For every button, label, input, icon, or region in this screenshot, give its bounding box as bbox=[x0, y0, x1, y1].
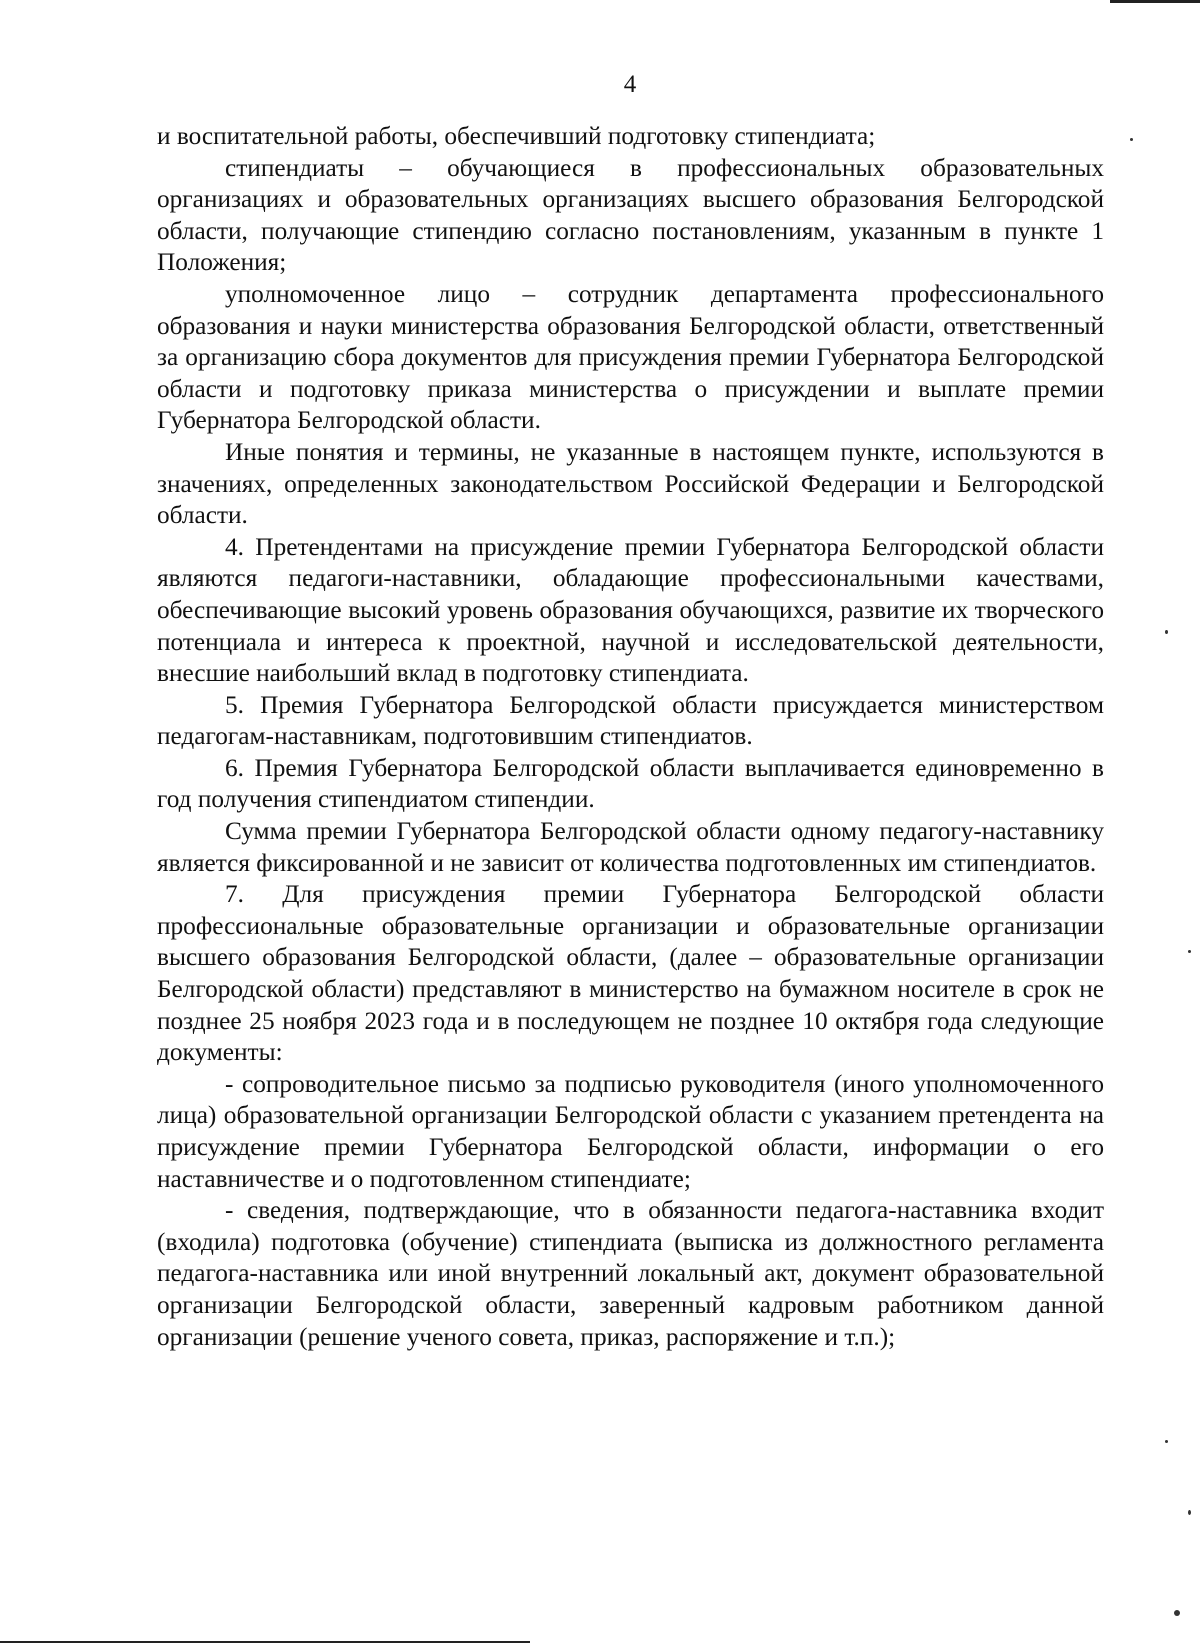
scan-speck bbox=[1174, 1610, 1180, 1616]
scan-speck bbox=[1165, 1440, 1168, 1443]
paragraph-item-4: 4. Претендентами на присуждение премии Губернатора Белгородской области являются педагоги-наставники, обладающие профессиональными качествами, обеспечивающие высокий уровень образования обучающихся, развитие их творческого потенциала и интереса к проектной, научной и исследовательской деятельности, внесшие наибольший вклад в подготовку стипендиата. bbox=[157, 532, 1104, 688]
scan-edge-mark-top bbox=[1110, 0, 1200, 3]
list-item-duties-evidence: - сведения, подтверждающие, что в обязанности педагога-наставника входит (входила) подготовка (обучение) стипендиата (выписка из должностного регламента педагога-наставника или иной внутренний локальный акт, документ образовательной организации Белгородской области, заверенный кадровым работником данной организации (решение ученого совета, приказ, распоряжение и т.п.); bbox=[157, 1196, 1104, 1351]
paragraph-definition-stipendiaty: стипендиаты – обучающиеся в профессиональных образовательных организациях и образовательных организациях высшего образования Белгородской области, получающие стипендию согласно постановлениям, указанным в пункте 1 Положения; bbox=[157, 153, 1104, 277]
scan-speck bbox=[1188, 1510, 1191, 1515]
scan-edge-mark-bottom bbox=[0, 1641, 530, 1643]
document-body bbox=[157, 121, 1104, 1353]
list-item-cover-letter: - сопроводительное письмо за подписью руководителя (иного уполномоченного лица) образовательной организации Белгородской области с указанием претендента на присуждение премии Губернатора Белгородской области, информации о его наставничестве и о подготовленном стипендиате; bbox=[157, 1069, 1104, 1193]
paragraph-item-6: 6. Премия Губернатора Белгородской области выплачивается единовременно в год получения стипендиатом стипендии. bbox=[157, 753, 1104, 814]
scan-speck bbox=[1188, 950, 1191, 953]
scan-speck bbox=[1130, 138, 1133, 141]
paragraph-continuation: и воспитательной работы, обеспечивший подготовку стипендиата; bbox=[157, 122, 876, 150]
paragraph-definition-authorized-person: уполномоченное лицо – сотрудник департамента профессионального образования и науки министерства образования Белгородской области, ответственный за организацию сбора документов для присуждения премии Губернатора Белгородской области и подготовку приказа министерства о присуждении и выплате премии Губернатора Белгородской области. bbox=[157, 279, 1104, 435]
paragraph-other-terms: Иные понятия и термины, не указанные в настоящем пункте, используются в значениях, определенных законодательством Российской Федерации и Белгородской области. bbox=[157, 437, 1104, 530]
scan-speck bbox=[1165, 630, 1168, 634]
paragraph-item-5: 5. Премия Губернатора Белгородской области присуждается министерством педагогам-наставникам, подготовившим стипендиатов. bbox=[157, 690, 1104, 751]
paragraph-premium-amount: Сумма премии Губернатора Белгородской области одному педагогу-наставнику является фиксированной и не зависит от количества подготовленных им стипендиатов. bbox=[157, 817, 1104, 877]
page-number: 4 bbox=[623, 71, 637, 98]
paragraph-item-7: 7. Для присуждения премии Губернатора Белгородской области профессиональные образовательные организации и образовательные организации высшего образования Белгородской области, (далее – образовательные организации Белгородской области) представляют в министерство на бумажном носителе в срок не позднее 25 ноября 2023 года и в последующем не позднее 10 октября года следующие документы: bbox=[157, 880, 1104, 1067]
